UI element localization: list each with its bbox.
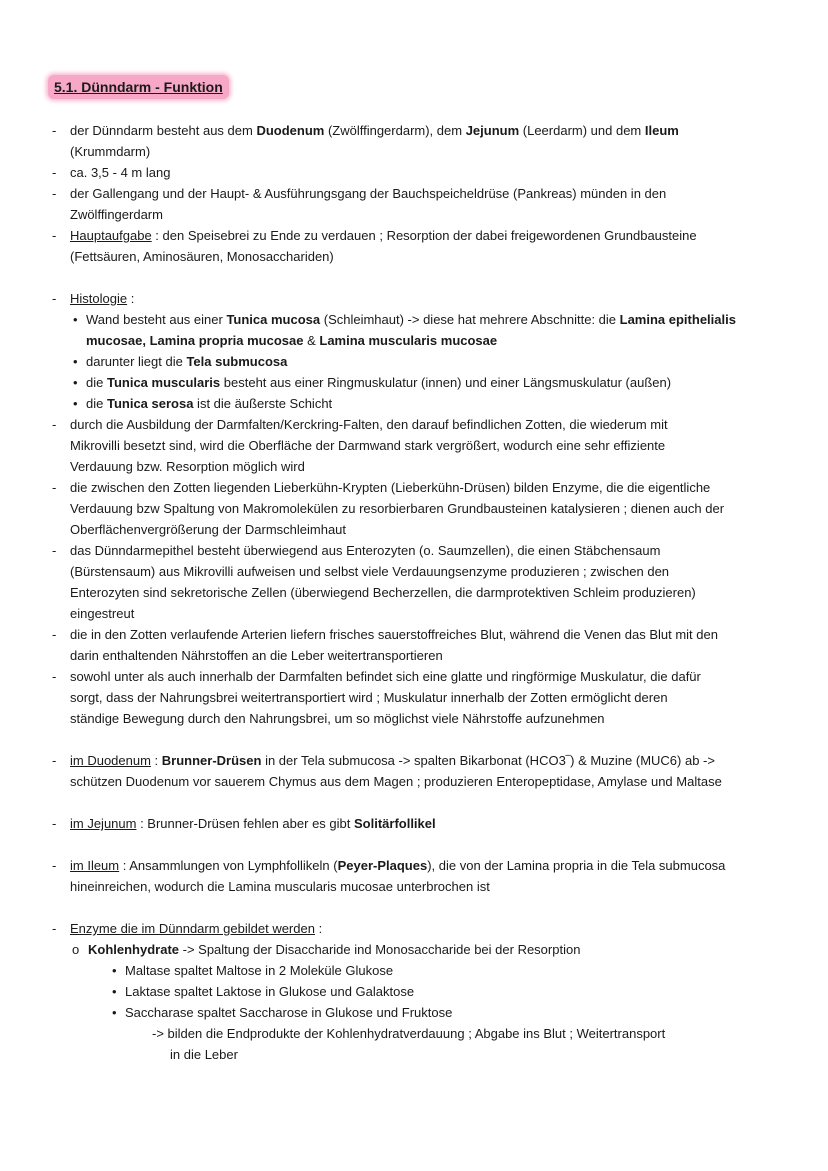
paragraph-line: sorgt, dass der Nahrungsbrei weitertransportiert wird ; Muskulatur innerhalb der Zotten ermöglicht deren [70, 690, 668, 705]
bullet-marker: • [73, 312, 78, 327]
enzyme-item: Saccharase spaltet Saccharose in Glukose und Fruktose [125, 1005, 453, 1020]
paragraph-line: Oberflächenvergrößerung der Darmschleimhaut [70, 522, 347, 537]
dash-marker: - [52, 858, 57, 873]
histology-item: Wand besteht aus einer Tunica mucosa (Schleimhaut) -> diese hat mehrere Abschnitte: die Lamina epithelialis [86, 312, 736, 327]
bullet-marker: • [112, 984, 117, 999]
histology-item: die Tunica muscularis besteht aus einer Ringmuskulatur (innen) und einer Längsmuskulatur (außen) [86, 375, 672, 390]
histology-item: mucosae, Lamina propria mucosae & Lamina muscularis mucosae [86, 333, 498, 348]
intro-line: Zwölffingerdarm [70, 207, 163, 222]
paragraph-line: ständige Bewegung durch den Nahrungsbrei, um so möglichst viele Nährstoffe aufzunehmen [70, 711, 605, 726]
paragraph-line: Mikrovilli besetzt sind, wird die Oberfläche der Darmwand stark vergrößert, wodurch eine sehr effiziente [70, 438, 666, 453]
intro-line: (Krummdarm) [70, 144, 151, 159]
dash-marker: - [52, 165, 57, 180]
dash-marker: - [52, 123, 57, 138]
length-line: ca. 3,5 - 4 m lang [70, 165, 171, 180]
histology-item: darunter liegt die Tela submucosa [86, 354, 288, 369]
paragraph-line: darin enthaltenden Nährstoffen an die Leber weitertransportieren [70, 648, 443, 663]
intro-line: der Dünndarm besteht aus dem Duodenum (Zwölffingerdarm), dem Jejunum (Leerdarm) und dem Ileum [70, 123, 679, 138]
jejunum-line: im Jejunum : Brunner-Drüsen fehlen aber es gibt Solitärfollikel [70, 816, 436, 831]
page-title: 5.1. Dünndarm - Funktion [48, 75, 229, 99]
bullet-marker: • [73, 396, 78, 411]
result-line: -> bilden die Endprodukte der Kohlenhydratverdauung ; Abgabe ins Blut ; Weitertransport [152, 1026, 666, 1041]
paragraph-line: eingestreut [70, 606, 135, 621]
ileum-line: hineinreichen, wodurch die Lamina muscularis mucosae unterbrochen ist [70, 879, 490, 894]
dash-marker: - [52, 669, 57, 684]
paragraph-line: Verdauung bzw. Resorption möglich wird [70, 459, 305, 474]
paragraph-line: sowohl unter als auch innerhalb der Darmfalten befindet sich eine glatte und ringförmige Muskulatur, die dafür [70, 669, 701, 684]
dash-marker: - [52, 543, 57, 558]
dash-marker: - [52, 186, 57, 201]
bullet-marker: • [73, 354, 78, 369]
paragraph-line: die zwischen den Zotten liegenden Lieberkühn-Krypten (Lieberkühn-Drüsen) bilden Enzyme, die die eigentliche [70, 480, 711, 495]
histology-item: die Tunica serosa ist die äußerste Schicht [86, 396, 333, 411]
dash-marker: - [52, 816, 57, 831]
enzymes-heading: Enzyme die im Dünndarm gebildet werden : [70, 921, 323, 936]
dash-marker: - [52, 627, 57, 642]
enzyme-item: Laktase spaltet Laktose in Glukose und Galaktose [125, 984, 415, 999]
paragraph-line: (Bürstensaum) aus Mikrovilli aufweisen und selbst viele Verdauungsenzyme produzieren ; zwischen den [70, 564, 670, 579]
dash-marker: - [52, 291, 57, 306]
intro-line: der Gallengang und der Haupt- & Ausführungsgang der Bauchspeicheldrüse (Pankreas) münden in den [70, 186, 667, 201]
paragraph-line: durch die Ausbildung der Darmfalten/Kerckring-Falten, den darauf befindlichen Zotten, die wiederum mit [70, 417, 668, 432]
main-task-line: Hauptaufgabe : den Speisebrei zu Ende zu verdauen ; Resorption der dabei freigewordenen Grundbausteine [70, 228, 697, 243]
duodenum-line: schützen Duodenum vor sauerem Chymus aus dem Magen ; produzieren Enteropeptidase, Amylase und Maltase [70, 774, 722, 789]
dash-marker: - [52, 753, 57, 768]
result-line: in die Leber [170, 1047, 238, 1062]
carbohydrates-line: Kohlenhydrate -> Spaltung der Disaccharide ind Monosaccharide bei der Resorption [88, 942, 581, 957]
dash-marker: - [52, 480, 57, 495]
bullet-marker: • [73, 375, 78, 390]
paragraph-line: Enterozyten sind sekretorische Zellen (überwiegend Becherzellen, die darmprotektiven Schleim produzieren) [70, 585, 696, 600]
bullet-marker: • [112, 963, 117, 978]
duodenum-line: im Duodenum : Brunner-Drüsen in der Tela submucosa -> spalten Bikarbonat (HCO3‾) & Muzine (MUC6) ab -> [70, 753, 715, 768]
paragraph-line: Verdauung bzw Spaltung von Makromolekülen zu resorbierbaren Grundbausteinen katalysieren ; dienen auch der [70, 501, 725, 516]
histology-heading: Histologie : [70, 291, 135, 306]
ileum-line: im Ileum : Ansammlungen von Lymphfollikeln (Peyer-Plaques), die von der Lamina propria in die Tela submucosa [70, 858, 726, 873]
intro-line: (Fettsäuren, Aminosäuren, Monosacchariden) [70, 249, 334, 264]
paragraph-line: das Dünndarmepithel besteht überwiegend aus Enterozyten (o. Saumzellen), die einen Stäbchensaum [70, 543, 661, 558]
paragraph-line: die in den Zotten verlaufende Arterien liefern frisches sauerstoffreiches Blut, während die Venen das Blut mit den [70, 627, 718, 642]
circle-marker: o [72, 942, 80, 957]
enzyme-item: Maltase spaltet Maltose in 2 Moleküle Glukose [125, 963, 394, 978]
bullet-marker: • [112, 1005, 117, 1020]
dash-marker: - [52, 417, 57, 432]
dash-marker: - [52, 228, 57, 243]
dash-marker: - [52, 921, 57, 936]
